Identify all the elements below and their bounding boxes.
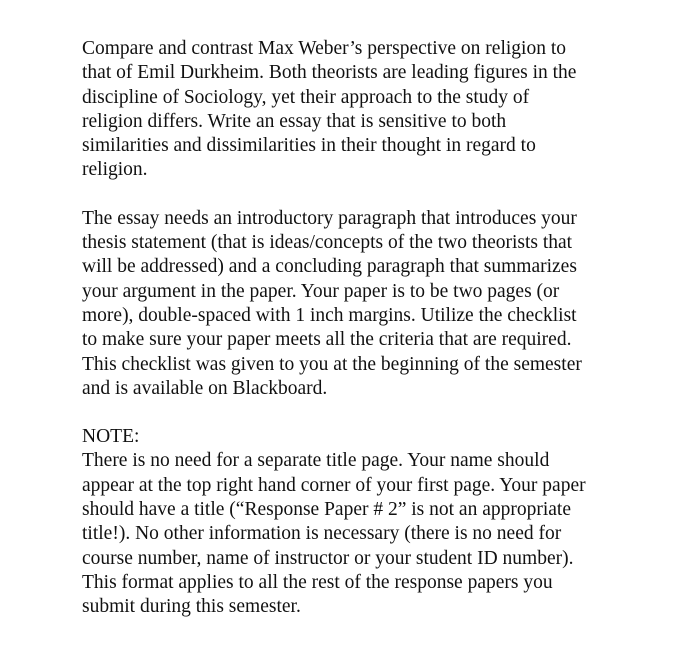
paragraph-requirements xyxy=(82,207,642,401)
text-line: There is no need for a separate title page. Your name should xyxy=(82,450,550,472)
text-line: discipline of Sociology, yet their approach to the study of xyxy=(82,86,530,108)
text-line: This checklist was given to you at the beginning of the semester xyxy=(82,353,582,375)
text-line: Compare and contrast Max Weber’s perspective on religion to xyxy=(82,38,566,59)
text-line: to make sure your paper meets all the criteria that are required. xyxy=(82,329,572,351)
text-line: that of Emil Durkheim. Both theorists are leading figures in the xyxy=(82,62,577,84)
text-line: submit during this semester. xyxy=(82,596,301,618)
text-line: course number, name of instructor or your student ID number). xyxy=(82,547,574,569)
paragraph-note xyxy=(82,425,642,619)
text-line: will be addressed) and a concluding paragraph that summarizes xyxy=(82,256,577,278)
text-line: should have a title (“Response Paper # 2” is not an appropriate xyxy=(82,499,571,521)
text-line: thesis statement (that is ideas/concepts of the two theorists that xyxy=(82,232,573,254)
paragraph-instructions xyxy=(82,37,642,183)
text-line: and is available on Blackboard. xyxy=(82,377,328,399)
text-line: title!). No other information is necessary (there is no need for xyxy=(82,523,562,545)
text-line: The essay needs an introductory paragraph that introduces your xyxy=(82,207,577,229)
text-line: religion. xyxy=(82,159,148,181)
note-heading: NOTE: xyxy=(82,426,140,448)
text-line: your argument in the paper. Your paper is to be two pages (or xyxy=(82,280,560,302)
text-line: more), double-spaced with 1 inch margins. Utilize the checklist xyxy=(82,304,577,326)
text-line: This format applies to all the rest of the response papers you xyxy=(82,571,553,593)
text-line: religion differs. Write an essay that is sensitive to both xyxy=(82,110,507,132)
text-line: appear at the top right hand corner of your first page. Your paper xyxy=(82,474,586,496)
assignment-document xyxy=(82,37,642,620)
text-line: similarities and dissimilarities in their thought in regard to xyxy=(82,135,536,157)
